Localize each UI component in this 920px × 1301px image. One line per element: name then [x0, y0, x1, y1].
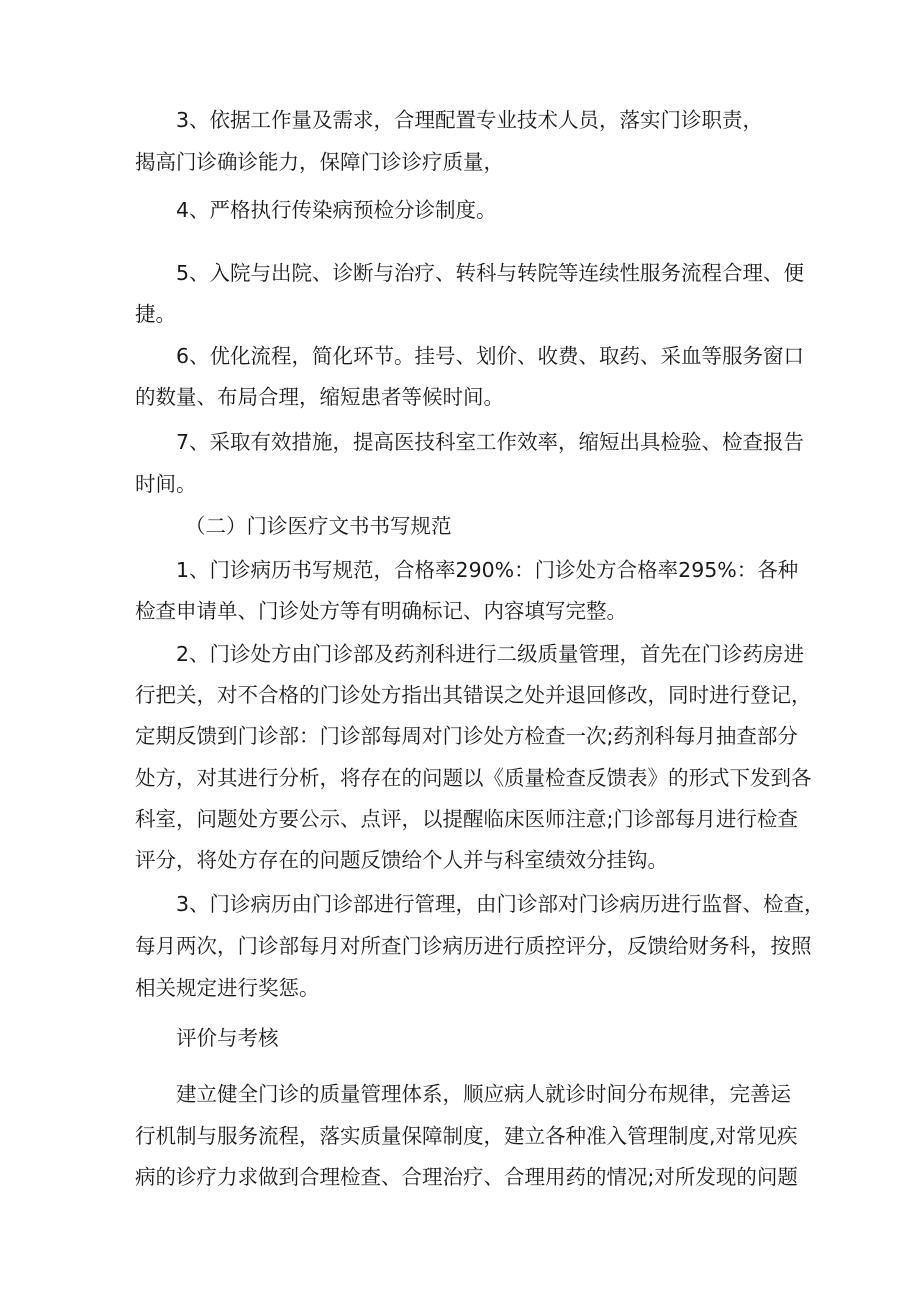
- eval-line-3: 病的诊疗力求做到合理检查、合理治疗、合理用药的情况;对所发现的问题: [135, 1165, 798, 1189]
- q3-line-3: 相关规定进行奖惩。: [135, 976, 320, 1000]
- para-6-line-1: 6、优化流程，简化环节。挂号、划价、收费、取药、采血等服务窗口: [176, 344, 805, 368]
- para-3-line-2: 揭高门诊确诊能力，保障门诊诊疗质量，: [135, 150, 504, 174]
- q3-line-1: 3、门诊病历由门诊部进行管理，由门诊部对门诊病历进行监督、检查，: [176, 892, 825, 916]
- para-3-line-1: 3、依据工作量及需求，合理配置专业技术人员，落实门诊职责，: [176, 108, 764, 132]
- q2-line-1: 2、门诊处方由门诊部及药剂科进行二级质量管理，首先在门诊药房进: [176, 642, 805, 666]
- q2-line-4: 处方，对其进行分析，将存在的问题以《质量检查反馈表》的形式下发到各: [135, 766, 812, 790]
- eval-line-2: 行机制与服务流程，落实质量保障制度，建立各种准入管理制度,对常见疾: [135, 1124, 798, 1148]
- q2-line-3: 定期反馈到门诊部：门诊部每周对门诊处方检查一次;药剂科每月抽查部分: [135, 724, 798, 748]
- para-7-line-1: 7、采取有效措施，提高医技科室工作效率，缩短出具检验、检查报告: [176, 430, 805, 454]
- section-heading-2: （二）门诊医疗文书书写规范: [185, 514, 452, 538]
- eval-line-1: 建立健全门诊的质量管理体系，顺应病人就诊时间分布规律，完善运: [176, 1082, 791, 1106]
- q2-line-6: 评分，将处方存在的问题反馈给个人并与科室绩效分挂钩。: [135, 848, 668, 872]
- para-5-line-2: 捷。: [135, 302, 176, 326]
- para-4-line-1: 4、严格执行传染病预检分诊制度。: [176, 198, 497, 222]
- section-heading-evaluation: 评价与考核: [176, 1026, 279, 1050]
- q3-line-2: 每月两次，门诊部每月对所查门诊病历进行质控评分，反馈给财务科，按照: [135, 934, 812, 958]
- para-7-line-2: 时间。: [135, 472, 197, 496]
- q2-line-2: 行把关，对不合格的门诊处方指出其错误之处并退回修改，同时进行登记，: [135, 683, 812, 707]
- para-6-line-2: 的数量、布局合理，缩短患者等候时间。: [135, 385, 504, 409]
- q2-line-5: 科室，问题处方要公示、点评，以提醒临床医师注意;门诊部每月进行检查: [135, 807, 798, 831]
- q1-line-1: 1、门诊病历书写规范，合格率290%：门诊处方合格率295%：各种: [176, 558, 799, 582]
- para-5-line-1: 5、入院与出院、诊断与治疗、转科与转院等连续性服务流程合理、便: [176, 261, 805, 285]
- q1-line-2: 检查申请单、门诊处方等有明确标记、内容填写完整。: [135, 599, 627, 623]
